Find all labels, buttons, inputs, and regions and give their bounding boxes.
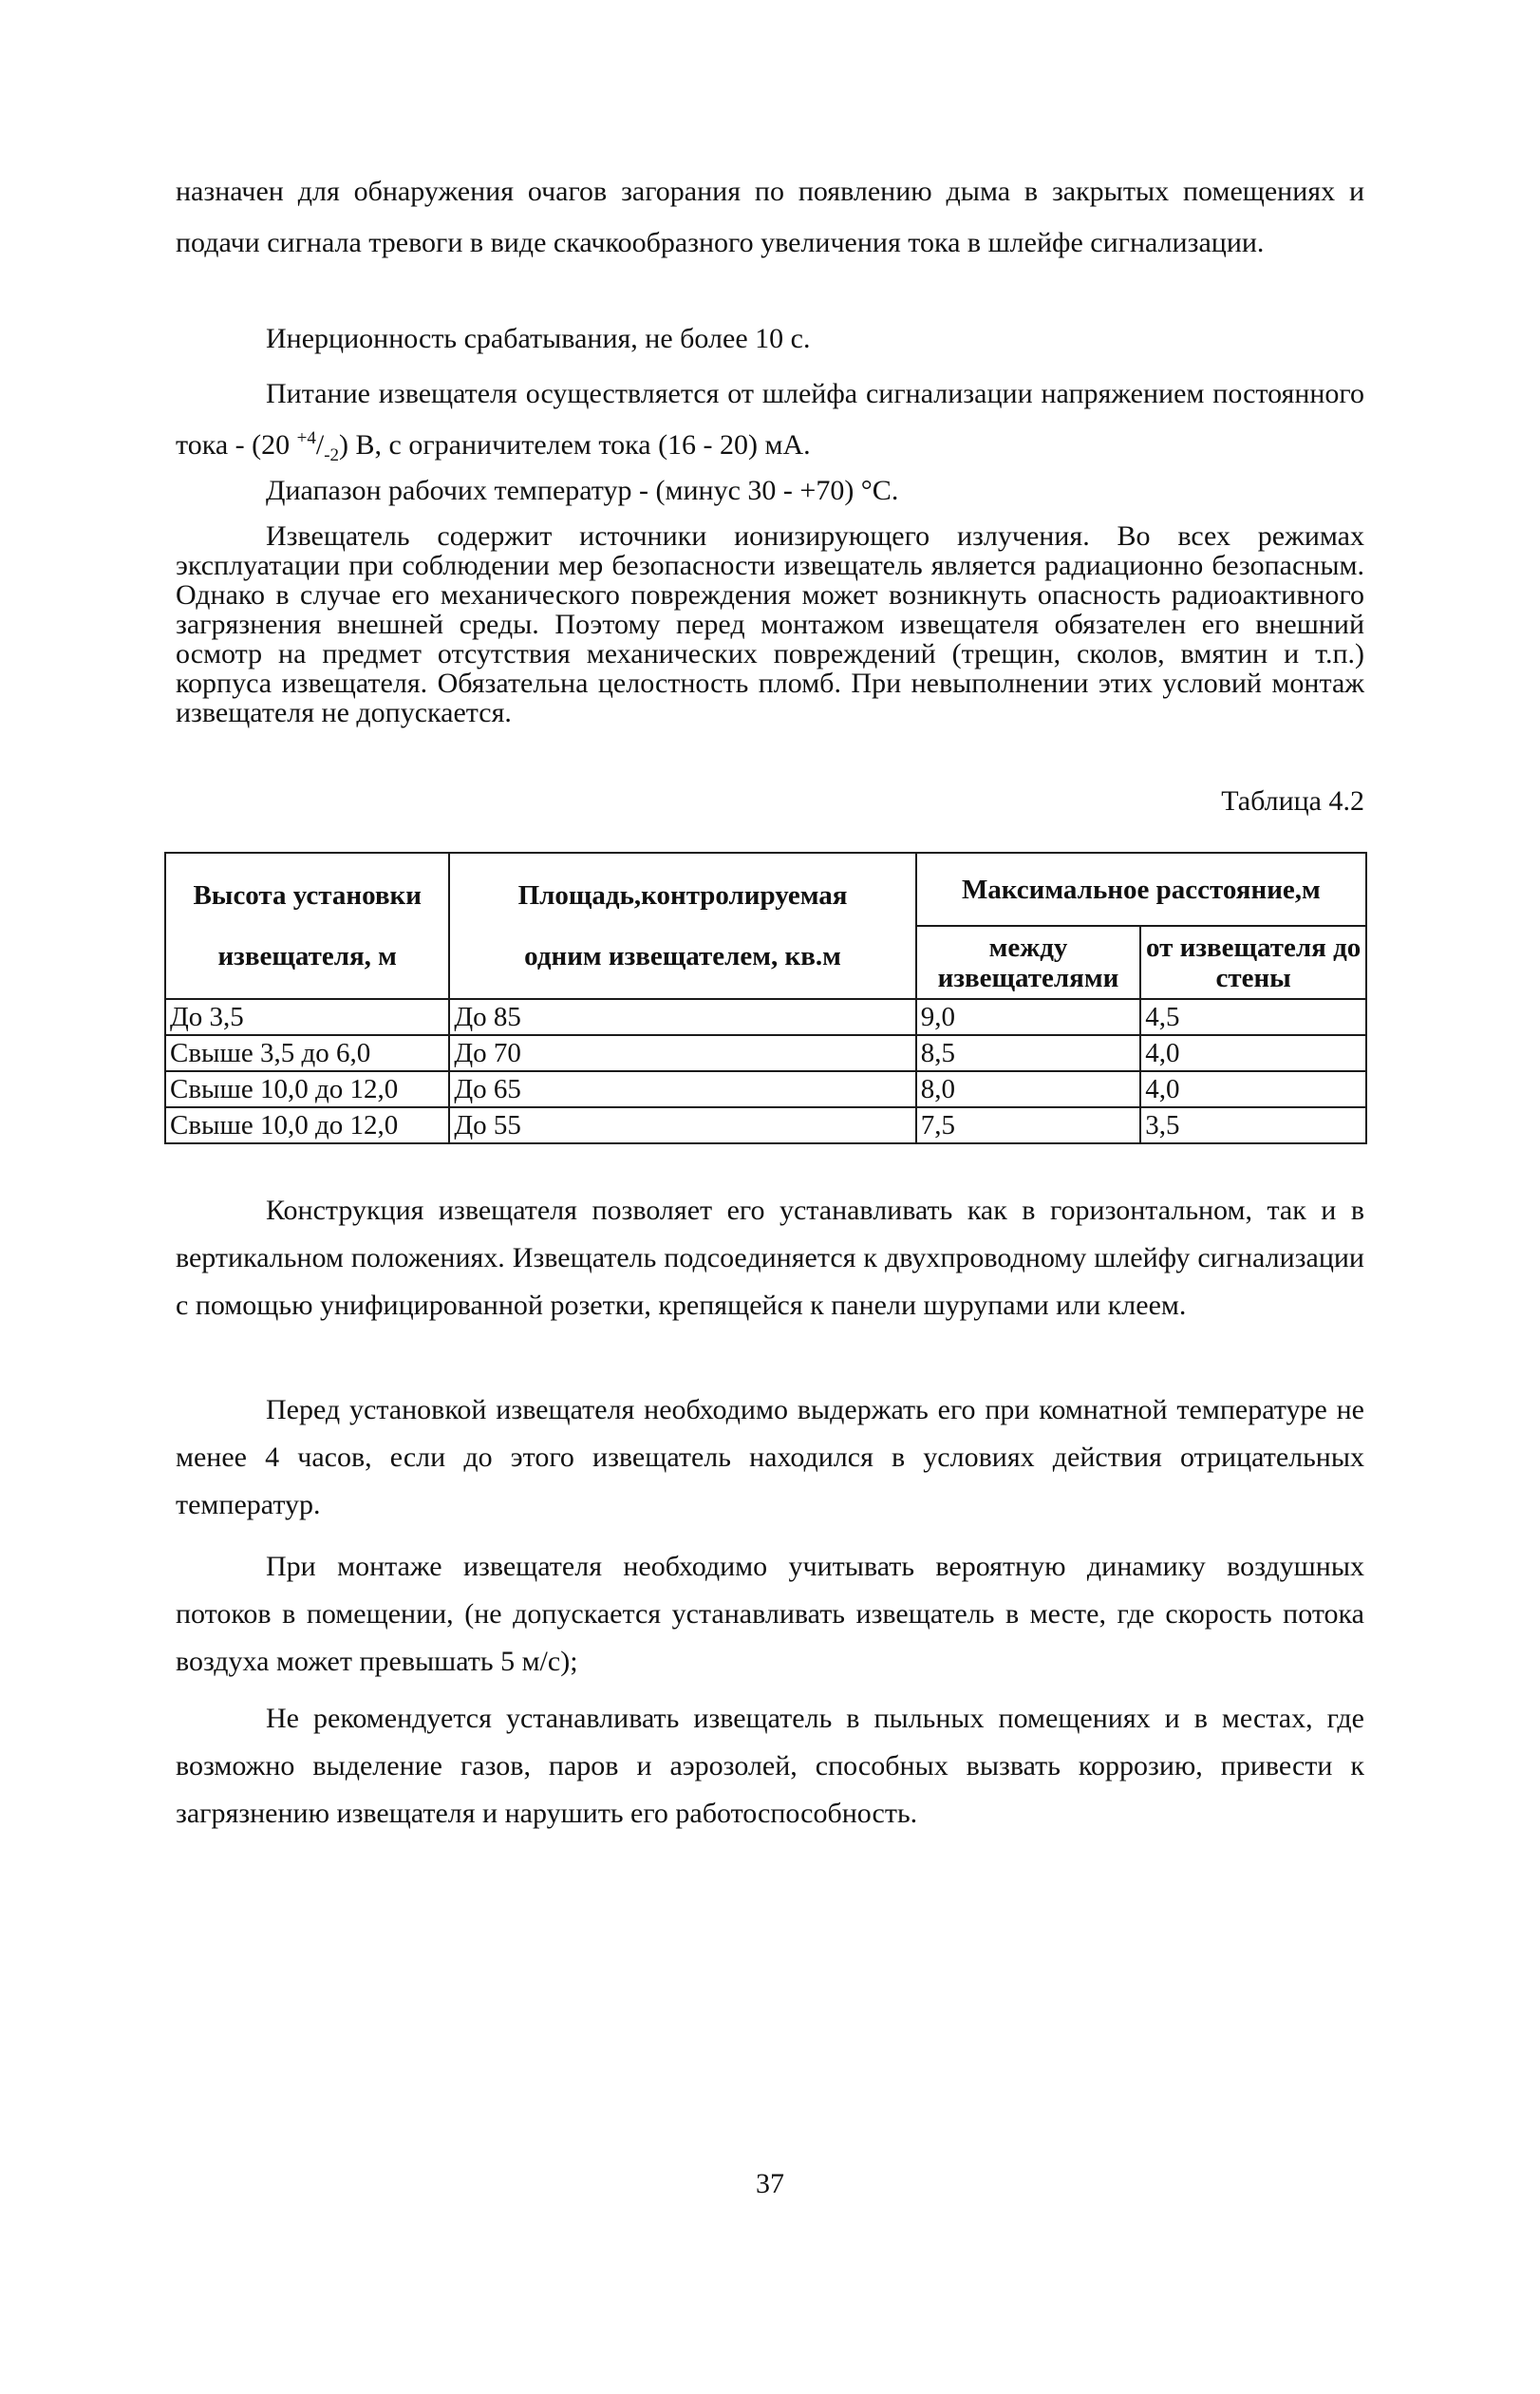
paragraph-response-inertia: Инерционность срабатывания, не более 10 с. xyxy=(266,323,811,354)
header-controlled-area xyxy=(449,853,915,999)
cell-between: 7,5 xyxy=(916,1107,1141,1143)
paragraph-dust-restriction: Не рекомендуется устанавливать извещатель в пыльных помещениях и в местах, где возможно выделение газов, паров и аэрозолей, способных вызвать коррозию, привести к загрязнению извещателя и нарушить его работоспособность. xyxy=(176,1703,1364,1829)
installation-table xyxy=(164,852,1367,1144)
paragraph-power-supply xyxy=(176,368,1364,471)
header-detector-to-wall: от извещателя до стены xyxy=(1140,926,1366,999)
cell-to-wall: 4,5 xyxy=(1140,999,1366,1035)
paragraph-mounting-orientation: Конструкция извещателя позволяет его устанавливать как в горизонтальном, так и в вертикальном положениях. Извещатель подсоединяется к двухпроводному шлейфу сигнализации с помощью унифицированной розетки, крепящейся к панели шурупами или клеем. xyxy=(176,1195,1364,1321)
cell-height: Свыше 10,0 до 12,0 xyxy=(165,1107,449,1143)
power-supply-text-end: ) В, с ограничителем тока (16 - 20) мА. xyxy=(339,429,811,461)
paragraph-air-flow: При монтаже извещателя необходимо учитывать вероятную динамику воздушных потоков в помещении, (не допускается устанавливать извещатель в месте, где скорость потока воздуха может превышать 5 м/с); xyxy=(176,1551,1364,1677)
cell-area: До 55 xyxy=(449,1107,915,1143)
cell-between: 9,0 xyxy=(916,999,1141,1035)
header-max-distance: Максимальное расстояние,м xyxy=(916,853,1366,926)
paragraph-detector-purpose: назначен для обнаружения очагов загорания по появлению дыма в закрытых помещениях и подачи сигнала тревоги в виде скачкообразного увеличения тока в шлейфе сигнализации. xyxy=(176,176,1364,258)
header-height-line2: извещателя, м xyxy=(217,941,397,971)
cell-to-wall: 4,0 xyxy=(1140,1035,1366,1071)
table-row xyxy=(165,1071,1366,1107)
cell-between: 8,5 xyxy=(916,1035,1141,1071)
cell-height: До 3,5 xyxy=(165,999,449,1035)
cell-area: До 65 xyxy=(449,1071,915,1107)
page-number: 37 xyxy=(756,2168,784,2199)
cell-to-wall: 4,0 xyxy=(1140,1071,1366,1107)
table-caption: Таблица 4.2 xyxy=(1221,785,1364,817)
cell-between: 8,0 xyxy=(916,1071,1141,1107)
table-row xyxy=(165,999,1366,1035)
header-area-line2: одним извещателем, кв.м xyxy=(524,941,841,971)
paragraph-temperature-range: Диапазон рабочих температур - (минус 30 - +70) °С. xyxy=(266,475,899,506)
table-row xyxy=(165,1035,1366,1071)
cell-height: Свыше 3,5 до 6,0 xyxy=(165,1035,449,1071)
cell-to-wall: 3,5 xyxy=(1140,1107,1366,1143)
cell-height: Свыше 10,0 до 12,0 xyxy=(165,1071,449,1107)
cell-area: До 70 xyxy=(449,1035,915,1071)
header-area-line1: Площадь,контролируемая xyxy=(517,880,848,911)
header-between-detectors: между извещателями xyxy=(916,926,1141,999)
voltage-tolerance-slash: / xyxy=(315,429,325,461)
cell-area: До 85 xyxy=(449,999,915,1035)
table-header-row xyxy=(165,853,1366,926)
table-row xyxy=(165,1107,1366,1143)
power-supply-text-start: Питание извещателя осуществляется от шлейфа сигнализации напряжением постоянного тока - (20 xyxy=(176,378,1364,461)
header-installation-height xyxy=(165,853,449,999)
header-height-line1: Высота установки xyxy=(193,880,422,911)
voltage-tolerance-plus: +4 xyxy=(296,428,316,448)
paragraph-temperature-conditioning: Перед установкой извещателя необходимо выдержать его при комнатной температуре не менее 4 часов, если до этого извещатель находился в условиях действия отрицательных температур. xyxy=(176,1394,1364,1520)
voltage-tolerance-minus: -2 xyxy=(324,445,340,465)
paragraph-radiation-safety: Извещатель содержит источники ионизирующего излучения. Во всех режимах эксплуатации при соблюдении мер безопасности извещатель является радиационно безопасным. Однако в случае его механического повреждения может возникнуть опасность радиоактивного загрязнения внешней среды. Поэтому перед монтажом извещателя обязателен его внешний осмотр на предмет отсутствия механических повреждений (трещин, сколов, вмятин и т.п.) корпуса извещателя. Обязательна целостность пломб. При невыполнении этих условий монтаж извещателя не допускается. xyxy=(176,520,1364,728)
